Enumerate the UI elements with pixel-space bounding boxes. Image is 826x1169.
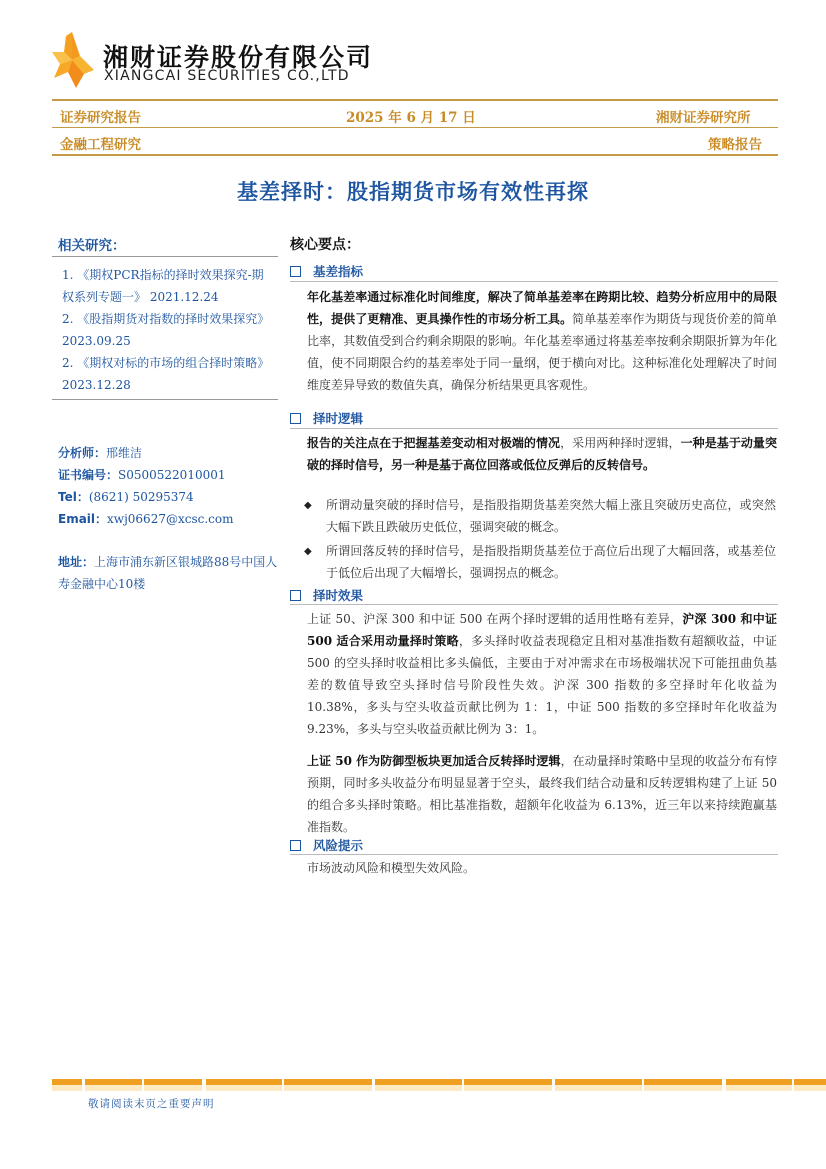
- bold-lead: 上证 50 作为防御型板块更加适合反转择时逻辑: [307, 754, 561, 768]
- footer-decorative-band: [52, 1079, 826, 1091]
- email-label: Email：: [58, 512, 108, 526]
- section-basis-indicator: [290, 262, 363, 280]
- footer-disclaimer-link[interactable]: 敬请阅读末页之重要声明: [88, 1098, 215, 1110]
- section-title: 基差指标: [313, 264, 364, 279]
- diamond-bullet-icon: ◆: [304, 500, 312, 511]
- section-title: 择时效果: [313, 588, 364, 603]
- checkbox-square-icon: [290, 413, 301, 424]
- cert-number: S0500522010001: [118, 468, 226, 482]
- bold-tail: 一种是基于动量突破的择时信号，另一种是基于高位回落或低位反弹后的反转信号。: [307, 436, 777, 472]
- momentum-bullet-text: 所谓动量突破的择时信号，是指股指期货基差突然大幅上涨且突破历史高位，或突然大幅下跌且跌破历史低位，强调突破的概念。: [326, 498, 776, 534]
- related-item[interactable]: [62, 352, 274, 396]
- checkbox-square-icon: [290, 840, 301, 851]
- body-text: ，多头择时收益表现稳定且相对基准指数有超额收益，中证 500 的空头择时收益相比多头偏低，主要由于对冲需求在市场极端状况下可能扭曲负基差的数值导致空头择时信号阶段性失效。沪深 300 指数的多空择时年化收益为 10.38%，多头与空头收益贡献比例为 1：1，中证 500 指数的多空择时年化收益为 9.23%，多头与空头收益贡献比例为 3：1。: [307, 634, 777, 736]
- related-research-heading: 相关研究：: [58, 238, 126, 254]
- institute-label: 湘财证券研究所: [656, 110, 751, 126]
- body-text: ，采用两种择时逻辑，: [560, 436, 681, 450]
- company-name-en: XIANGCAI SECURITIES CO.,LTD: [104, 68, 350, 84]
- body-text: 上证 50、沪深 300 和中证 500 在两个择时逻辑的适用性略有差异，: [307, 612, 683, 626]
- bold-lead: 年化基差率通过标准化时间维度，解决了简单基差率在跨期比较、趋势分析应用中的局限性，提供了更精准、更具操作性的市场分析工具。: [307, 290, 777, 326]
- address-label: 地址：: [58, 555, 95, 569]
- section-timing-logic: [290, 409, 363, 427]
- email-link[interactable]: xwj06627@xcsc.com: [107, 512, 234, 526]
- section-rule: [290, 854, 778, 855]
- analyst-name: 邢维洁: [106, 446, 143, 460]
- related-item-text: 《股指期货对指数的择时效果探究》 2023.09.25: [62, 312, 270, 348]
- cert-label: 证书编号：: [58, 468, 119, 482]
- company-name-cn: 湘财证券股份有限公司: [103, 43, 374, 72]
- checkbox-square-icon: [290, 590, 301, 601]
- section-timing-effect: [290, 586, 363, 604]
- checkbox-square-icon: [290, 266, 301, 277]
- section-risk-warning: [290, 836, 363, 854]
- tel-label: Tel：: [58, 490, 89, 504]
- bold-lead: 报告的关注点在于把握基差变动相对极端的情况: [307, 436, 561, 450]
- body-text: ，在动量择时策略中呈现的收益分布有悖预期，同时多头收益分布明显显著于空头，最终我们结合动量和反转逻辑构建了上证 50 的组合多头择时策略。相比基准指数，超额年化收益为 6.13%，近三年以来持续跑赢基准指数。: [307, 754, 777, 834]
- header-top-rule: [52, 99, 778, 101]
- tel-number: (8621) 50295374: [88, 490, 194, 504]
- risk-warning-text: 市场波动风险和模型失效风险。: [307, 861, 476, 875]
- timing-effect-paragraph-1: [307, 608, 777, 740]
- related-item[interactable]: [62, 264, 274, 308]
- timing-effect-paragraph-2: [307, 750, 777, 838]
- reversal-bullet-text: 所谓回落反转的择时信号，是指股指期货基差位于高位后出现了大幅回落，或基差位于低位后出现了大幅增长，强调拐点的概念。: [326, 544, 776, 580]
- related-item-text: 《期权对标的市场的组合择时策略》 2023.12.28: [62, 356, 270, 392]
- diamond-bullet-icon: ◆: [304, 546, 312, 557]
- email-line: [58, 510, 233, 527]
- header-mid-rule: [52, 127, 778, 128]
- address-block: [58, 551, 278, 595]
- report-type-label: 证券研究报告: [60, 110, 141, 126]
- report-title: 基差择时：股指期货市场有效性再探: [237, 180, 589, 204]
- report-date: 2025 年 6 月 17 日: [346, 110, 476, 126]
- address-text: 上海市浦东新区银城路88号中国人寿金融中心10楼: [58, 555, 278, 591]
- related-top-rule: [52, 256, 278, 257]
- section-rule: [290, 428, 778, 429]
- core-points-heading: 核心要点：: [290, 237, 360, 253]
- related-item[interactable]: [62, 308, 274, 352]
- analyst-line: [58, 444, 142, 461]
- section-title: 择时逻辑: [313, 411, 364, 426]
- analyst-label: 分析师：: [58, 446, 107, 460]
- related-item-num: 2.: [62, 356, 74, 370]
- cert-line: [58, 466, 226, 483]
- report-kind-label: 策略报告: [708, 137, 762, 153]
- related-bottom-rule: [52, 399, 278, 400]
- related-item-text: 《期权PCR指标的择时效果探究-期权系列专题一》 2021.12.24: [62, 268, 264, 304]
- timing-logic-paragraph: [307, 432, 777, 476]
- section-title: 风险提示: [313, 838, 364, 853]
- tel-line: [58, 488, 194, 505]
- header-bottom-rule: [52, 154, 778, 156]
- basis-indicator-paragraph: [307, 286, 777, 396]
- bold-phrase: 沪深 300 和中证 500 适合采用动量择时策略: [307, 612, 777, 648]
- related-item-num: 2.: [62, 312, 74, 326]
- company-logo-icon: [50, 30, 96, 90]
- category-label: 金融工程研究: [60, 137, 141, 153]
- section-rule: [290, 281, 778, 282]
- body-text: 简单基差率作为期货与现货价差的简单比率，其数值受到合约剩余期限的影响。年化基差率通过将基差率按剩余期限折算为年化值，使不同期限合约的基差率处于同一量纲，便于横向对比。这种标准化处理解决了时间维度差异导致的数值失真，确保分析结果更具客观性。: [307, 312, 777, 392]
- section-rule: [290, 604, 778, 605]
- related-item-num: 1.: [62, 268, 74, 282]
